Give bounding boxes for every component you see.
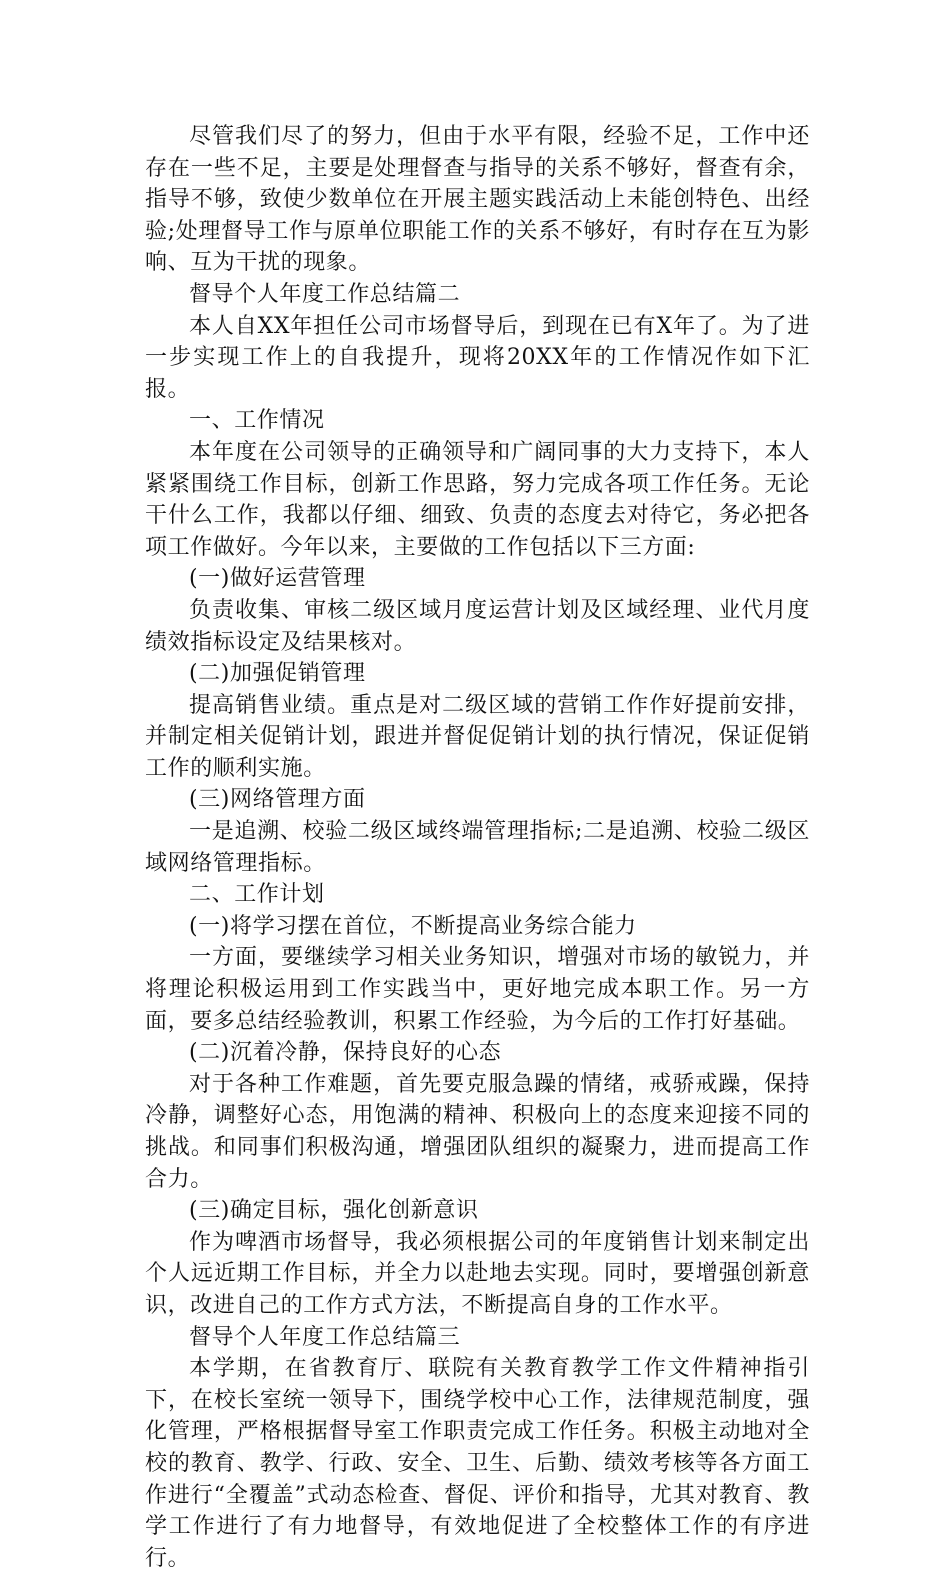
paragraph-operations: 负责收集、审核二级区域月度运营计划及区域经理、业代月度绩效指标设定及结果核对。: [145, 597, 810, 655]
paragraph-work-situation: 本年度在公司领导的正确领导和广阔同事的大力支持下，本人紧紧围绕工作目标，创新工作思路，努力完成各项工作任务。无论干什么工作，我都以仔细、细致、负责的态度去对待它，务必把各项工作做好。今年以来，主要做的工作包括以下三方面:: [145, 439, 810, 560]
subheading-goals: (三)确定目标，强化创新意识: [189, 1198, 479, 1224]
paragraph-promotion: 提高销售业绩。重点是对二级区域的营销工作作好提前安排，并制定相关促销计划，跟进并督促促销计划的执行情况，保证促销工作的顺利实施。: [145, 692, 810, 781]
subheading-network: (三)网络管理方面: [189, 787, 366, 813]
section-title-part-two: 督导个人年度工作总结篇二: [189, 281, 461, 307]
paragraph-mindset: 对于各种工作难题，首先要克服急躁的情绪，戒骄戒躁，保持冷静，调整好心态，用饱满的精神、积极向上的态度来迎接不同的挑战。和同事们积极沟通，增强团队组织的凝聚力，进而提高工作合力。: [145, 1071, 810, 1192]
subheading-operations: (一)做好运营管理: [189, 566, 366, 592]
paragraph-shortcomings: 尽管我们尽了的努力，但由于水平有限，经验不足，工作中还存在一些不足，主要是处理督查与指导的关系不够好，督查有余，指导不够，致使少数单位在开展主题实践活动上未能创特色、出经验;处理督导工作与原单位职能工作的关系不够好，有时存在互为影响、互为干扰的现象。: [145, 124, 810, 276]
subheading-mindset: (二)沉着冷静，保持良好的心态: [189, 1040, 502, 1066]
paragraph-semester: 本学期，在省教育厅、联院有关教育教学工作文件精神指引下，在校长室统一领导下，围绕学校中心工作，法律规范制度，强化管理，严格根据督导室工作职责完成工作任务。积极主动地对全校的教育、教学、行政、安全、卫生、后勤、绩效考核等各方面工作进行“全覆盖”式动态检查、督促、评价和指导，尤其对教育、教学工作进行了有力地督导，有效地促进了全校整体工作的有序进行。: [145, 1356, 810, 1571]
document-page: [145, 121, 810, 1574]
paragraph-network: 一是追溯、校验二级区域终端管理指标;二是追溯、校验二级区域网络管理指标。: [145, 819, 810, 876]
heading-work-plan: 二、工作计划: [189, 882, 325, 908]
subheading-promotion: (二)加强促销管理: [189, 661, 366, 687]
heading-work-situation: 一、工作情况: [189, 408, 325, 434]
subheading-learning: (一)将学习摆在首位，不断提高业务综合能力: [189, 913, 637, 939]
paragraph-goals: 作为啤酒市场督导，我必须根据公司的年度销售计划来制定出个人远近期工作目标，并全力以赴地去实现。同时，要增强创新意识，改进自己的工作方式方法，不断提高自身的工作水平。: [145, 1229, 810, 1318]
section-title-part-three: 督导个人年度工作总结篇三: [189, 1324, 461, 1350]
paragraph-intro: 本人自XX年担任公司市场督导后，到现在已有X年了。为了进一步实现工作上的自我提升，现将20XX年的工作情况作如下汇报。: [145, 313, 810, 402]
paragraph-learning: 一方面，要继续学习相关业务知识，增强对市场的敏锐力，并将理论积极运用到工作实践当中，更好地完成本职工作。另一方面，要多总结经验教训，积累工作经验，为今后的工作打好基础。: [145, 945, 810, 1034]
